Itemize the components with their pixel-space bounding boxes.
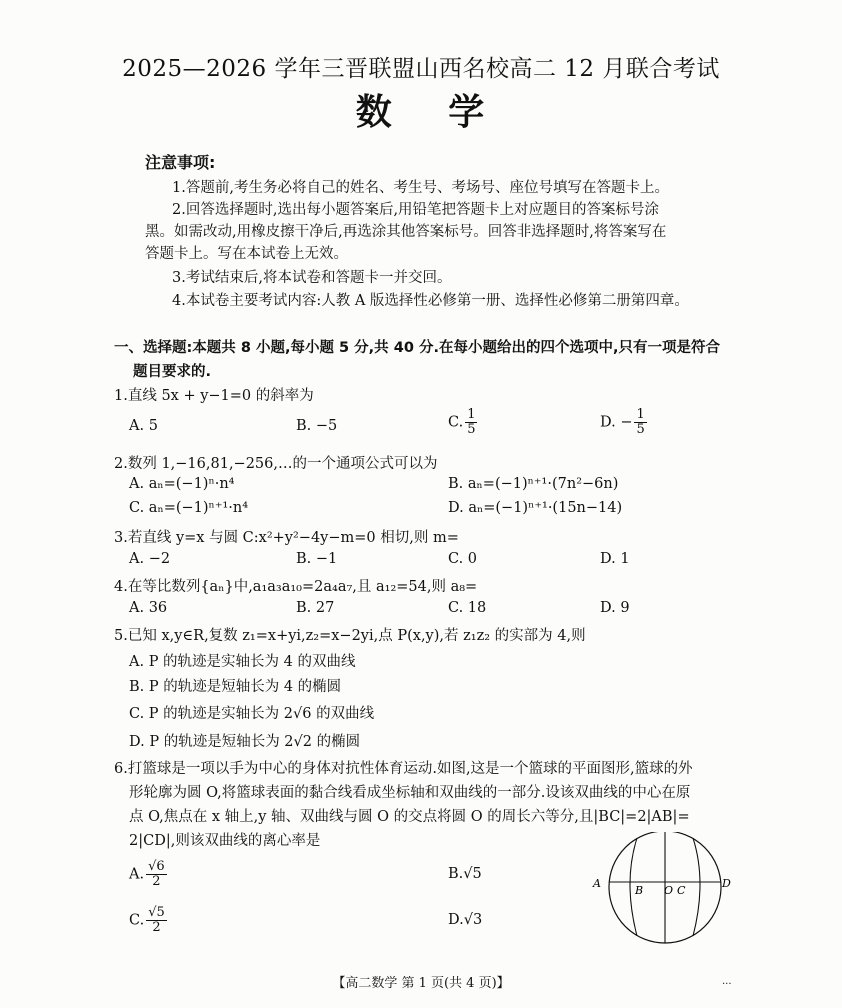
q5-option-c: C. P 的轨迹是实轴长为 2√6 的双曲线 (129, 706, 375, 722)
notice-heading: 注意事项: (145, 153, 216, 172)
q1-option-c (448, 408, 479, 437)
q6-option-c-fraction (146, 906, 167, 935)
q4-option-c: C. 18 (448, 600, 487, 616)
q3-option-c: C. 0 (448, 551, 478, 567)
q2-option-c: C. aₙ=(−1)ⁿ⁺¹·n⁴ (129, 500, 249, 516)
q6-line-3: 点 O,焦点在 x 轴上,y 轴、双曲线与圆 O 的交点将圆 O 的周长六等分,且|BC|=2|AB|= (129, 809, 690, 825)
q3-option-b: B. −1 (296, 551, 338, 567)
notice-line-1: 1.答题前,考生务必将自己的姓名、考生号、考场号、座位号填写在答题卡上。 (172, 180, 669, 196)
q6-line-1: 6.打篮球是一项以手为中心的身体对抗性体育运动.如图,这是一个篮球的平面图形,篮球的外 (114, 761, 693, 777)
figure-label-d: D (722, 877, 731, 890)
q2-stem: 2.数列 1,−16,81,−256,…的一个通项公式可以为 (114, 456, 438, 472)
q6-option-c-numerator: √5 (148, 905, 165, 920)
figure-label-c: C (677, 884, 686, 897)
q1-option-d-prefix: D. − (600, 414, 633, 431)
notice-line-6: 4.本试卷主要考试内容:人教 A 版选择性必修第一册、选择性必修第二册第四章。 (172, 293, 689, 309)
footer-mark: ... (722, 976, 732, 987)
notice-line-3: 黑。如需改动,用橡皮擦干净后,再选涂其他答案标号。回答非选择题时,将答案写在 (145, 224, 667, 240)
q2-option-a: A. aₙ=(−1)ⁿ·n⁴ (129, 476, 235, 492)
q4-option-b: B. 27 (296, 600, 335, 616)
q1-stem: 1.直线 5x + y−1=0 的斜率为 (114, 388, 314, 404)
exam-title: 2025—2026 学年三晋联盟山西名校高二 12 月联合考试 (122, 56, 720, 82)
q5-stem: 5.已知 x,y∈R,复数 z₁=x+yi,z₂=x−2yi,点 P(x,y),若 z₁z₂ 的实部为 4,则 (114, 628, 586, 644)
q6-option-a-fraction (146, 860, 167, 889)
q1-option-c-prefix: C. (448, 414, 464, 431)
q6-option-a-prefix: A. (129, 866, 145, 883)
q2-option-b: B. aₙ=(−1)ⁿ⁺¹·(7n²−6n) (448, 476, 619, 492)
q2-option-d: D. aₙ=(−1)ⁿ⁺¹·(15n−14) (448, 500, 623, 516)
q5-option-d: D. P 的轨迹是短轴长为 2√2 的椭圆 (129, 734, 361, 750)
q6-option-c (129, 906, 169, 935)
q1-option-d-numerator: 1 (636, 407, 645, 422)
q5-option-b: B. P 的轨迹是短轴长为 4 的椭圆 (129, 679, 342, 695)
q1-option-d (600, 408, 649, 437)
q1-option-d-fraction (634, 408, 646, 437)
q6-option-a-numerator: √6 (148, 859, 165, 874)
q5-option-a: A. P 的轨迹是实轴长为 4 的双曲线 (129, 654, 356, 670)
q6-option-b: B.√5 (448, 866, 482, 882)
figure-hyperbola-right-branch (693, 838, 700, 936)
q1-option-c-numerator: 1 (467, 407, 476, 422)
q4-option-a: A. 36 (129, 600, 168, 616)
notice-line-5: 3.考试结束后,将本试卷和答题卡一并交回。 (172, 270, 452, 286)
q6-line-4: 2|CD|,则该双曲线的离心率是 (129, 833, 321, 849)
notice-line-4: 答题卡上。写在本试卷上无效。 (145, 246, 348, 262)
q4-option-d: D. 9 (600, 600, 630, 616)
q1-option-b: B. −5 (296, 418, 338, 434)
q6-option-a (129, 860, 169, 889)
figure-label-a: A (593, 877, 601, 890)
q6-option-a-denominator: 2 (152, 874, 161, 889)
q6-option-c-prefix: C. (129, 912, 145, 929)
subject-title: 数 学 (355, 92, 487, 133)
q6-option-d: D.√3 (448, 912, 483, 928)
section-heading-line-2: 题目要求的. (133, 364, 212, 380)
q1-option-a: A. 5 (129, 418, 158, 434)
q4-stem: 4.在等比数列{aₙ}中,a₁a₃a₁₀=2a₄a₇,且 a₁₂=54,则 a₈= (114, 579, 478, 595)
page-footer: 【高二数学 第 1 页(共 4 页)】 (332, 976, 510, 991)
notice-line-2: 2.回答选择题时,选出每小题答案后,用铅笔把答题卡上对应题目的答案标号涂 (172, 202, 660, 218)
q1-option-c-fraction (465, 408, 477, 437)
figure-label-o: O (664, 884, 674, 897)
q3-option-a: A. −2 (129, 551, 171, 567)
q3-option-d: D. 1 (600, 551, 630, 567)
q1-option-d-denominator: 5 (636, 422, 645, 437)
basketball-figure (588, 832, 738, 948)
figure-label-b: B (635, 884, 644, 897)
q3-stem: 3.若直线 y=x 与圆 C:x²+y²−4y−m=0 相切,则 m= (114, 530, 459, 546)
q6-line-2: 形轮廓为圆 O,将篮球表面的黏合线看成坐标轴和双曲线的一部分.设该双曲线的中心在原 (129, 785, 691, 801)
section-heading-line-1: 一、选择题:本题共 8 小题,每小题 5 分,共 40 分.在每小题给出的四个选项中,只有一项是符合 (114, 340, 720, 356)
q6-option-c-denominator: 2 (152, 920, 161, 935)
q1-option-c-denominator: 5 (467, 422, 476, 437)
